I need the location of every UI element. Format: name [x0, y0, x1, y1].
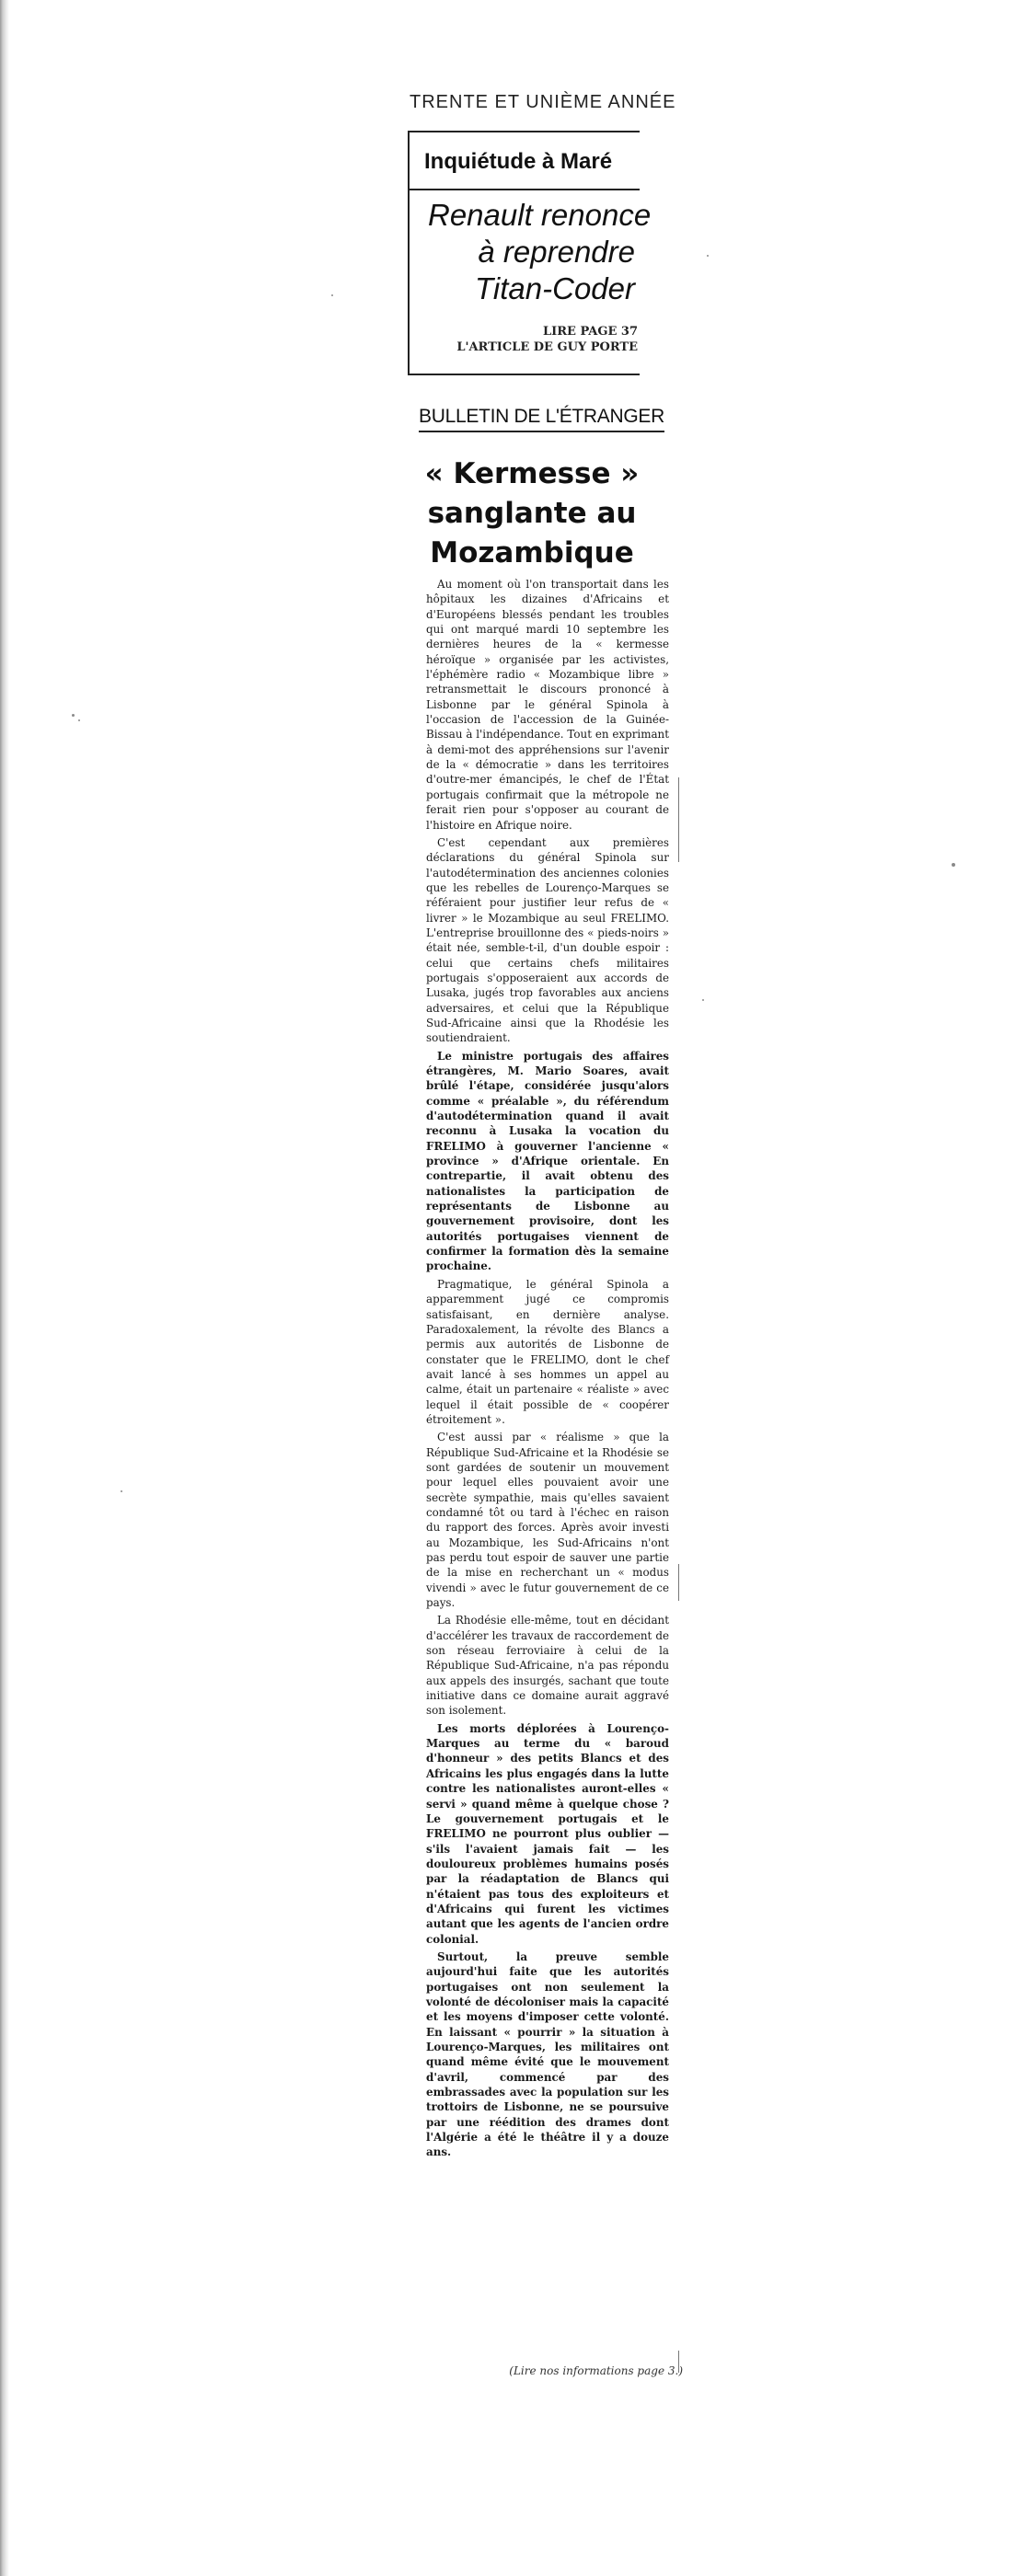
promo-box: [408, 131, 652, 375]
print-speck: [702, 999, 704, 1001]
article-headline: [412, 454, 652, 573]
article-paragraph: C'est aussi par « réalisme » que la République Sud-Africaine et la Rhodésie se sont gardées de soutenir un mouvement pour lequel elles pouvaient avoir une secrète sympathie, mais qu'elles savaient condamné tôt ou tard à l'échec en raison du rapport des forces. Après avoir investi au Mozambique, les Sud-Africains n'ont pas perdu tout espoir de sauver une partie de la mise en recherchant un « modus vivendi » avec le futur gouvernement de ce pays.: [426, 1431, 669, 1610]
column-rule: [678, 777, 679, 862]
promo-headline-line: à reprendre: [478, 235, 635, 269]
article-paragraph: Pragmatique, le général Spinola a apparemment jugé ce compromis satisfaisant, en dernière analyse. Paradoxalement, la révolte des Blancs a permis aux autorités de Lisbonne de constater que le FRELIMO, dont le chef avait lancé à ses hommes un appel au calme, était un partenaire « réaliste » avec lequel il était possible de « coopérer étroitement ».: [426, 1277, 669, 1426]
promo-headline: [428, 197, 652, 307]
headline-line: « Kermesse »: [424, 457, 640, 490]
headline-line: Mozambique: [430, 536, 634, 569]
print-speck: [331, 294, 333, 296]
article-paragraph: Surtout, la preuve semble aujourd'hui faite que les autorités portugaises ont non seulement la volonté de décoloniser mais la capacité et les moyens d'imposer cette volonté. En laissant « pourrir » la situation à Lourenço-Marques, les militaires ont quand même évité que le mouvement d'avril, commencé par des embrassades avec la population sur les trottoirs de Lisbonne, ne se poursuive par une réédition des drames dont l'Algérie a été le théâtre il y a douze ans.: [426, 1949, 669, 2159]
promo-divider: [410, 189, 640, 190]
headline-line: sanglante au: [427, 497, 637, 530]
print-speck: [121, 1490, 122, 1492]
promo-reference-line: L'ARTICLE DE GUY PORTE: [456, 340, 638, 354]
running-head: TRENTE ET UNIÈME ANNÉE: [410, 92, 676, 112]
print-speck: [72, 714, 75, 717]
article-paragraph: La Rhodésie elle-même, tout en décidant d'accélérer les travaux de raccordement de son réseau ferroviaire à celui de la République Sud-Africaine, n'a pas répondu aux appels des insurgés, sachant que toute initiative dans ce domaine aurait aggravé son isolement.: [426, 1614, 669, 1718]
print-speck: [952, 863, 955, 867]
article-body: [426, 577, 669, 2163]
print-speck: [78, 719, 80, 721]
column-rule: [678, 1564, 679, 1601]
article-paragraph: Les morts déplorées à Lourenço-Marques au terme du « baroud d'honneur » des petits Blancs et des Africains les plus engagés dans la lutte contre les nationalistes auront-elles « servi » quand même à quelque chose ? Le gouvernement portugais et le FRELIMO ne pourront plus oublier — s'ils l'avaient jamais fait — les douloureux problèmes humains posés par la réadaptation de Blancs qui n'étaient pas tous des exploiteurs et d'Africains qui furent les victimes autant que les agents de l'ancien ordre colonial.: [426, 1721, 669, 1946]
promo-headline-line: Renault renonce: [428, 198, 652, 232]
article-paragraph: Le ministre portugais des affaires étrangères, M. Mario Soares, avait brûlé l'étape, considérée jusqu'alors comme « préalable », du référendum d'autodétermination quand il avait reconnu à Lusaka la vocation du FRELIMO à gouverner l'ancienne « province » d'Afrique orientale. En contrepartie, il avait obtenu des nationalistes la participation de représentants de Lisbonne au gouvernement provisoire, dont les autorités portugaises viennent de confirmer la formation dès la semaine prochaine.: [426, 1049, 669, 1273]
promo-headline-line: Titan-Coder: [475, 271, 635, 305]
promo-reference: [428, 324, 638, 355]
promo-kicker: Inquiétude à Maré: [424, 149, 613, 174]
section-label: BULLETIN DE L'ÉTRANGER: [419, 406, 664, 432]
page-left-edge: [0, 0, 9, 2576]
article-paragraph: C'est cependant aux premières déclarations du général Spinola sur l'autodétermination des anciennes colonies que les rebelles de Lourenço-Marques se référaient pour justifier leur refus de « livrer » le Mozambique au seul FRELIMO. L'entreprise brouillonne des « pieds-noirs » était née, semble-t-il, d'un double espoir : celui que certains chefs militaires portugais s'opposeraient aux accords de Lusaka, jugés trop favorables aux anciens adversaires, et celui que la République Sud-Africaine ainsi que la Rhodésie les soutiendraient.: [426, 835, 669, 1045]
print-speck: [707, 255, 709, 257]
promo-reference-line: LIRE PAGE 37: [542, 325, 638, 339]
footer-reference: (Lire nos informations page 3.): [509, 2364, 683, 2377]
article-paragraph: Au moment où l'on transportait dans les hôpitaux les dizaines d'Africains et d'Européens blessés pendant les troubles qui ont marqué mardi 10 septembre les dernières heures de la « kermesse héroïque » organisée par les activistes, l'éphémère radio « Mozambique libre » retransmettait le discours prononcé à Lisbonne par le général Spinola à l'occasion de l'accession de la Guinée-Bissau à l'indépendance. Tout en exprimant à demi-mot des appréhensions sur l'avenir de la « démocratie » dans les territoires d'outre-mer émancipés, le chef de l'État portugais confirmait que la métropole ne ferait rien pour s'opposer au courant de l'histoire en Afrique noire.: [426, 578, 669, 832]
